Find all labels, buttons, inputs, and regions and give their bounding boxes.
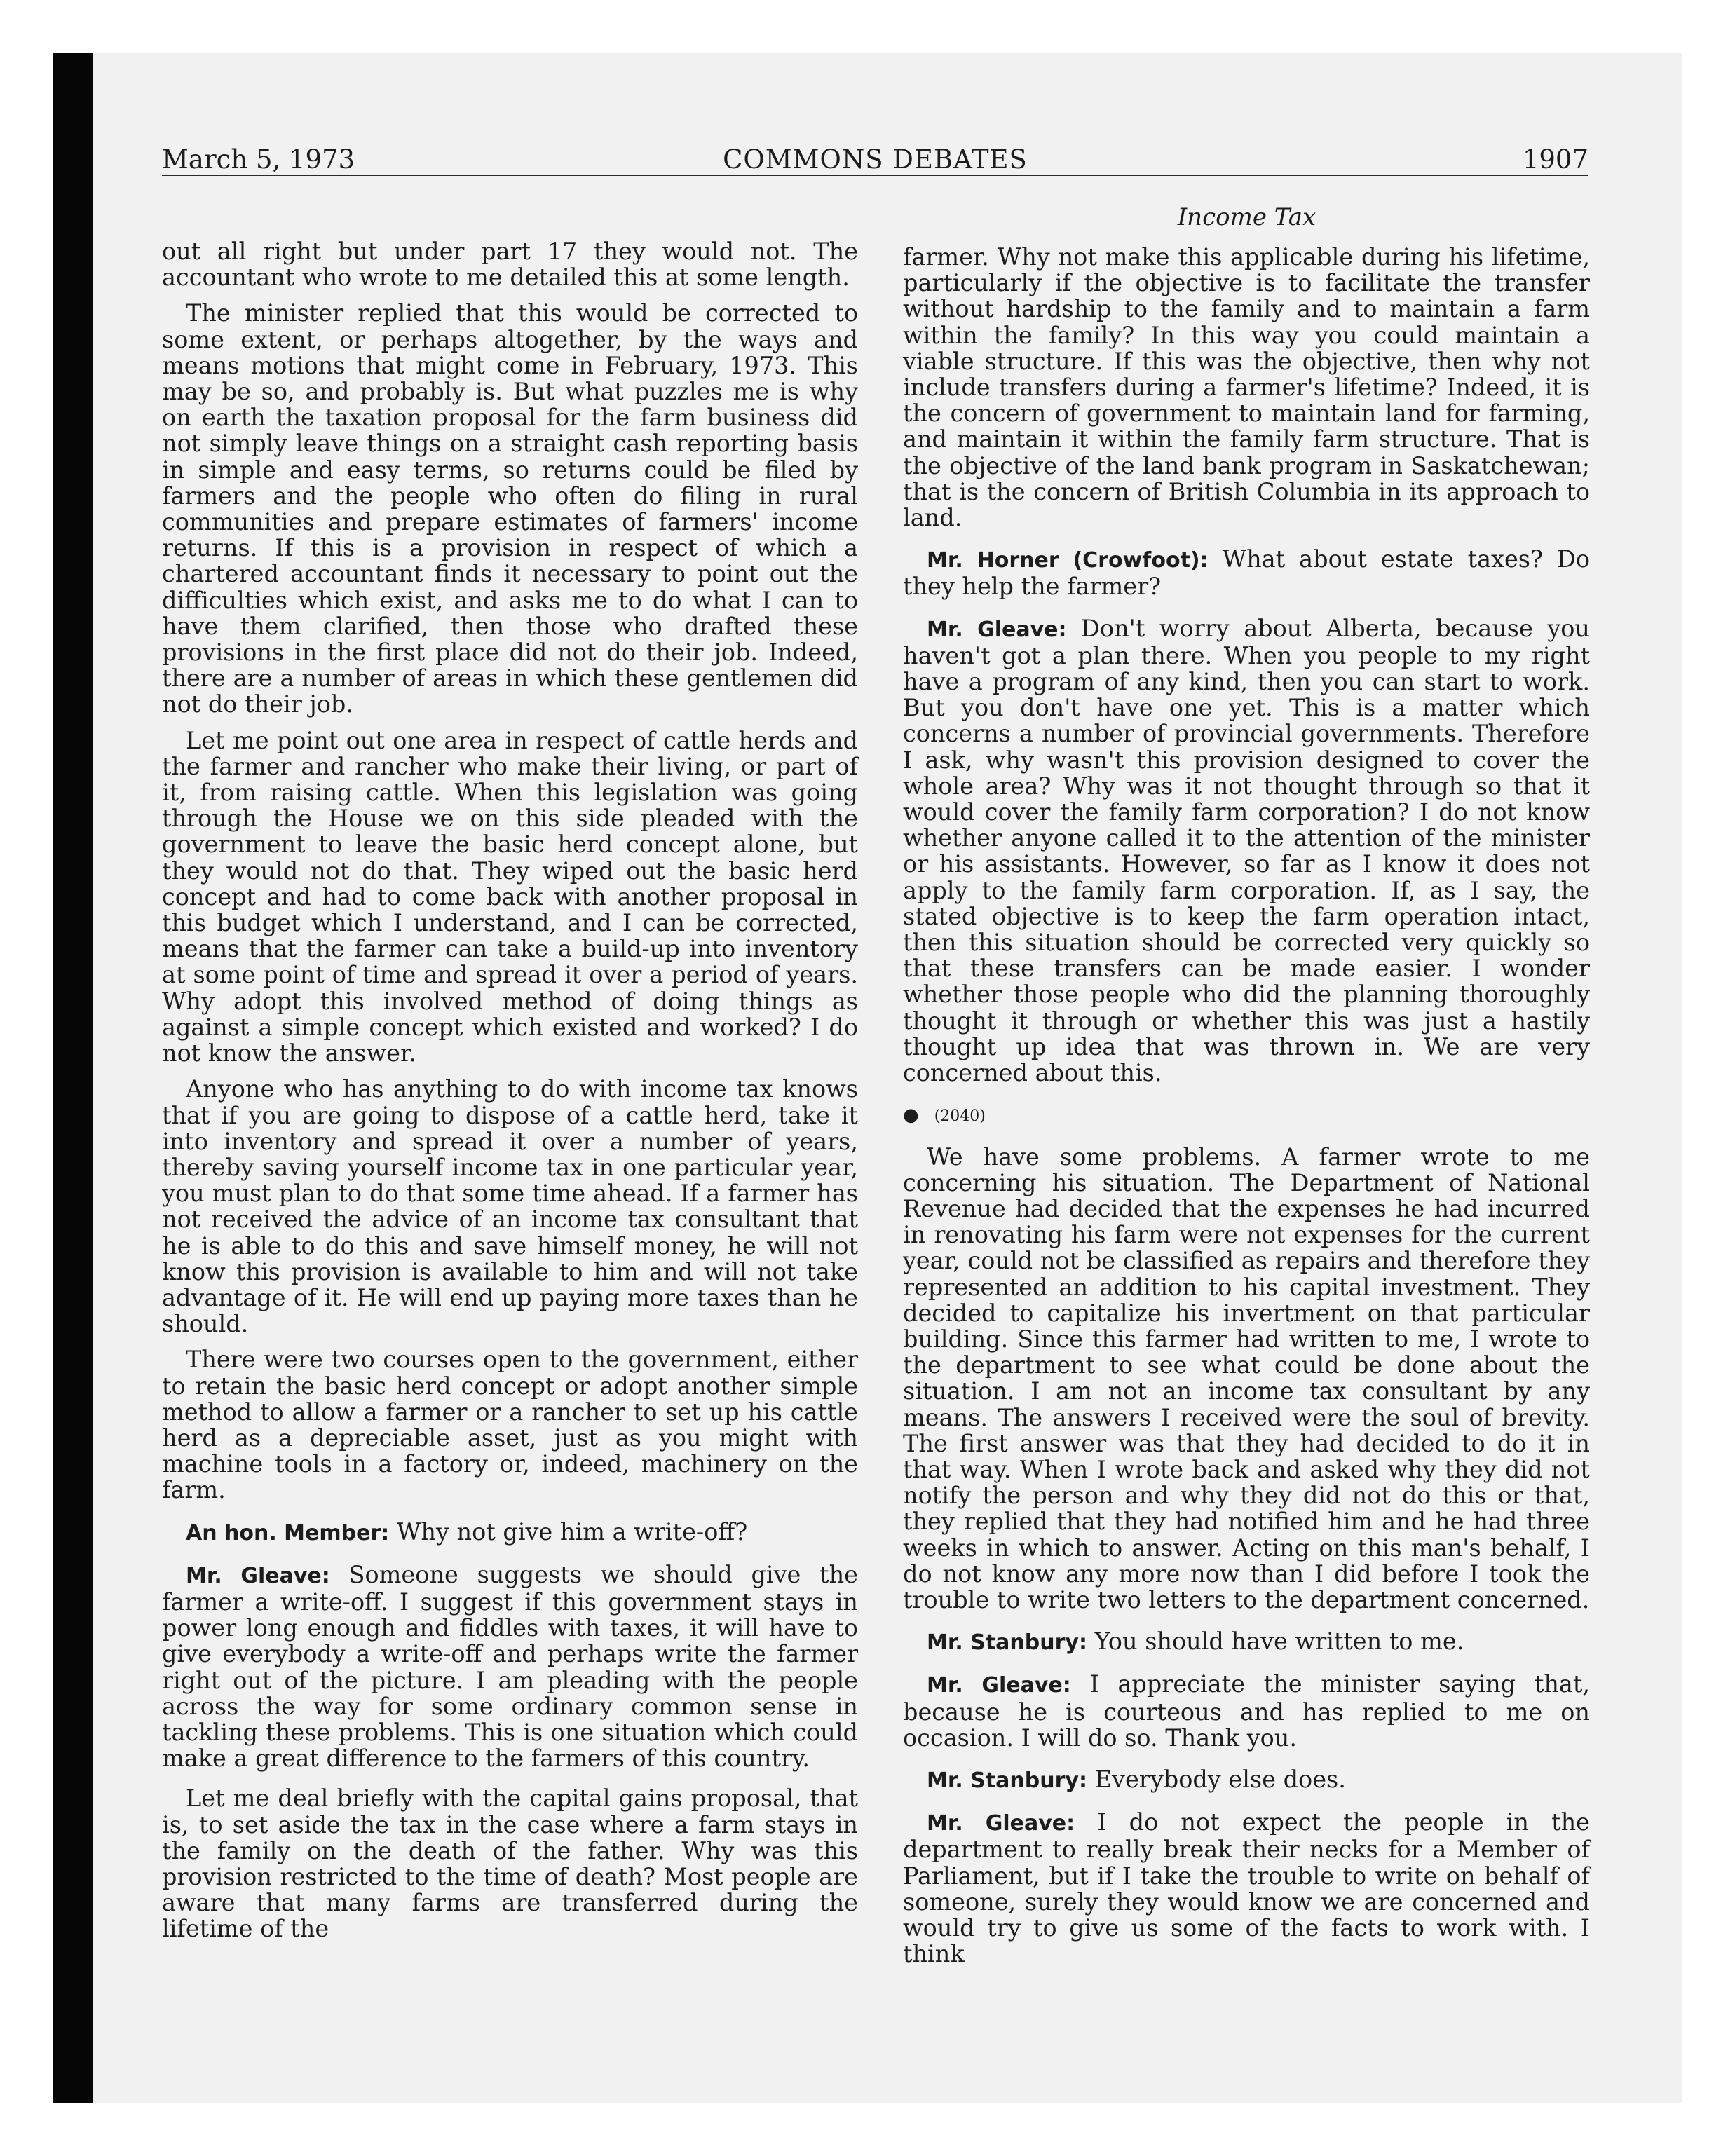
paragraph: We have some problems. A farmer wrote to me concerning his situation. The Department of National Revenue had decided that the expenses he had incurred in renovating his farm were not expenses for the current year, could not be classified as repairs and therefore they represented an addition to his capital investment. They decided to capitalize his invertment on that particular building. Since this farmer had written to me, I wrote to the department to see what could be done about the situation. I am not an income tax consultant by any means. The answers I received were the soul of brevity. The first answer was that they had decided to do it in that way. When I wrote back and asked why they did not notify the person and why they did not do this or that, they replied that they had notified him and he had three weeks in which to answer. Acting on this man's behalf, I do not know any more now than I did before I took the trouble to write two letters to the department concerned. [903, 1142, 1590, 1613]
paragraph: out all right but under part 17 they would not. The accountant who wrote to me detailed this at some length. [162, 238, 858, 292]
speaker-name: Mr. Gleave: [927, 1811, 1075, 1836]
scan-binding-edge [53, 53, 93, 2103]
time-stamp: (2040) [934, 1107, 986, 1126]
right-column [903, 244, 1590, 1981]
speech [162, 1519, 858, 1546]
paragraph: farmer. Why not make this applicable during his lifetime, particularly if the objective is to facilitate the transfer without hardship to the family and to maintain a farm within the family? In this way you could maintain a viable structure. If this was the objective, then why not include transfers during a farmer's lifetime? Indeed, it is the concern of government to maintain land for farming, and maintain it within the family farm structure. That is the objective of the land bank program in Saskatchewan; that is the concern of British Columbia in its approach to land. [903, 243, 1590, 532]
running-head: Income Tax [1177, 203, 1316, 231]
speech [903, 615, 1590, 1086]
left-column [162, 238, 858, 1952]
page-header [162, 145, 1588, 176]
paragraph: The minister replied that this would be corrected to some extent, or perhaps altogether, by the ways and means motions that might come in February, 1973. This may be so, and probably is. But what puzzles me is why on earth the taxation proposal for the farm business did not simply leave things on a straight cash reporting basis in simple and easy terms, so returns could be filed by farmers and the people who often do filing in rural communities and prepare estimates of farmers' income returns. If this is a provision in respect of which a chartered accountant finds it necessary to point out the difficulties which exist, and asks me to do what I can to have them clarified, then those who drafted these provisions in the first place did not do their job. Indeed, there are a number of areas in which these gentlemen did not do their job. [162, 299, 858, 718]
speaker-name: Mr. Gleave: [927, 1673, 1071, 1698]
speech [903, 546, 1590, 599]
speech-text: Someone suggests we should give the farmer a write-off. I suggest if this government stays in power long enough and fiddles with taxes, it will have to give everybody a write-off and perhaps write the farmer right out of the picture. I am pleading with the people across the way for some ordinary common sense in tackling these problems. This is one situation which could make a great difference to the farmers of this country. [162, 1560, 858, 1773]
speech-text: What about estate taxes? Do they help the farmer? [903, 545, 1590, 601]
speaker-name: Mr. Gleave: [186, 1563, 330, 1588]
speech-text: Everybody else does. [1087, 1765, 1346, 1793]
header-title: COMMONS DEBATES [723, 144, 1028, 175]
header-date: March 5, 1973 [162, 144, 355, 175]
paragraph: Let me deal briefly with the capital gains proposal, that is, to set aside the tax in the case where a farm stays in the family on the death of the father. Why was this provision restricted to the time of death? Most people are aware that many farms are transferred during the lifetime of the [162, 1785, 858, 1943]
speaker-name: Mr. Stanbury: [927, 1768, 1087, 1793]
speaker-name: Mr. Horner (Crowfoot): [927, 548, 1209, 573]
paragraph: Anyone who has anything to do with income tax knows that if you are going to dispose of a cattle herd, take it into inventory and spread it over a number of years, thereby saving yourself income tax in one particular year, you must plan to do that some time ahead. If a farmer has not received the advice of an income tax consultant that he is able to do this and save himself money, he will not know this provision is available to him and will not take advantage of it. He will end up paying more taxes than he should. [162, 1075, 858, 1338]
speech [903, 1809, 1590, 1967]
page-number: 1907 [1522, 144, 1588, 175]
speech-text: You should have written to me. [1087, 1628, 1464, 1656]
speech [903, 1766, 1590, 1794]
speech-text: I appreciate the minister saying that, because he is courteous and has replied to me on occasion. I will do so. Thank you. [903, 1670, 1590, 1752]
speech-text: Why not give him a write-off? [389, 1517, 748, 1546]
speech-text: I do not expect the people in the department to really break their necks for a Member of Parliament, but if I take the trouble to write on behalf of someone, surely they would know we are concerned and would try to give us some of the facts to work with. I think [903, 1808, 1590, 1968]
speaker-name: Mr. Stanbury: [927, 1630, 1087, 1656]
paragraph: There were two courses open to the government, either to retain the basic herd concept or adopt another simple method to allow a farmer or a rancher to set up his cattle herd as a depreciable asset, just as you might with machine tools in a factory or, indeed, machinery on the farm. [162, 1346, 858, 1504]
speaker-name: Mr. Gleave: [927, 617, 1067, 642]
speaker-name: An hon. Member: [186, 1520, 390, 1546]
speech [903, 1671, 1590, 1751]
bullet-icon: ● [903, 1105, 919, 1126]
speech [162, 1562, 858, 1772]
speech [903, 1628, 1590, 1656]
paragraph: Let me point out one area in respect of cattle herds and the farmer and rancher who make their living, or part of it, from raising cattle. When this legislation was going through the House we on this side pleaded with the government to leave the basic herd concept alone, but they would not do that. They wiped out the basic herd concept and had to come back with another proposal in this budget which I understand, and I can be corrected, means that the farmer can take a build-up into inventory at some point of time and spread it over a period of years. Why adopt this involved method of doing things as against a simple concept which existed and worked? I do not know the answer. [162, 726, 858, 1067]
time-marker [903, 1103, 1590, 1129]
speech-text: Don't worry about Alberta, because you haven't got a plan there. When you people to my right have a program of any kind, then you can start to work. But you don't have one yet. This is a matter which concerns a number of provincial governments. Therefore I ask, why wasn't this provision designed to cover the whole area? Why was it not thought through so that it would cover the family farm corporation? I do not know whether anyone called it to the attention of the minister or his assistants. However, so far as I know it does not apply to the family farm corporation. If, as I say, the stated objective is to keep the farm operation intact, then this situation should be corrected very quickly so that these transfers can be made easier. I wonder whether those people who did the planning thoroughly thought it through or whether this was just a hastily thought up idea that was thrown in. We are very concerned about this. [903, 614, 1590, 1087]
